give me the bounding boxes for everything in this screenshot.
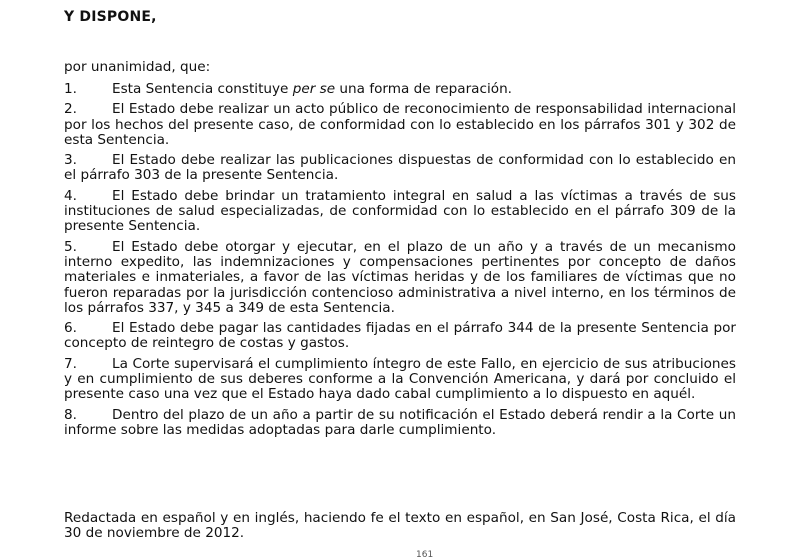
resolution-item-3 bbox=[64, 153, 736, 184]
resolution-list bbox=[64, 82, 736, 443]
item-text: El Estado debe realizar un acto público de reconocimiento de responsabilidad internacional por los hechos del presente caso, de conformidad con lo establecido en los párrafos 301 y 302 de esta Sentencia. bbox=[64, 101, 736, 148]
section-heading: Y DISPONE, bbox=[64, 9, 157, 25]
resolution-item-8 bbox=[64, 408, 736, 439]
item-text: El Estado debe realizar las publicaciones dispuestas de conformidad con lo establecido en el párrafo 303 de la presente Sentencia. bbox=[64, 152, 736, 184]
item-number: 8. bbox=[64, 406, 77, 423]
resolution-item-2 bbox=[64, 102, 736, 148]
item-number: 5. bbox=[64, 238, 77, 255]
page-number: 161 bbox=[416, 550, 434, 560]
item-text: La Corte supervisará el cumplimiento íntegro de este Fallo, en ejercicio de sus atribuciones y en cumplimiento de sus deberes conforme a la Convención Americana, y dará por concluido el presente caso una vez que el Estado haya dado cabal cumplimiento a lo dispuesto en aquél. bbox=[64, 355, 736, 403]
item-text-end: una forma de reparación. bbox=[335, 81, 513, 97]
item-emphasis: per se bbox=[292, 81, 336, 97]
item-text: El Estado debe brindar un tratamiento integral en salud a las víctimas a través de sus instituciones de salud especializadas, de conformidad con lo establecido en el párrafo 309 de la presente Sentencia. bbox=[64, 187, 736, 235]
item-number: 6. bbox=[64, 320, 77, 337]
item-number: 7. bbox=[64, 355, 77, 372]
closing-paragraph: Redactada en español y en inglés, haciendo fe el texto en español, en San José, Costa Rica, el día 30 de noviembre de 2012. bbox=[64, 510, 736, 542]
item-number: 3. bbox=[64, 152, 77, 169]
item-number: 1. bbox=[64, 81, 77, 97]
item-number: 2. bbox=[64, 101, 77, 118]
item-text: El Estado debe pagar las cantidades fijadas en el párrafo 344 de la presente Sentencia por concepto de reintegro de costas y gastos. bbox=[64, 320, 736, 352]
item-text: Dentro del plazo de un año a partir de su notificación el Estado deberá rendir a la Corte un informe sobre las medidas adoptadas para darle cumplimiento. bbox=[64, 406, 736, 438]
item-text: Esta Sentencia constituye bbox=[112, 81, 293, 97]
resolution-item-1 bbox=[64, 82, 736, 97]
resolution-item-6 bbox=[64, 321, 736, 352]
resolution-item-4 bbox=[64, 189, 736, 235]
item-number: 4. bbox=[64, 187, 77, 204]
item-text: El Estado debe otorgar y ejecutar, en el plazo de un año y a través de un mecanismo interno expedito, las indemnizaciones y compensaciones pertinentes por concepto de daños materiales e inmateriales, a favor de las víctimas heridas y de los familiares de víctimas que no fueron reparadas por la jurisdicción contencioso administrativa a nivel interno, en los términos de los párrafos 337, y 345 a 349 de esta Sentencia. bbox=[64, 238, 736, 316]
intro-text: por unanimidad, que: bbox=[64, 59, 211, 75]
resolution-item-5 bbox=[64, 240, 736, 316]
resolution-item-7 bbox=[64, 357, 736, 403]
